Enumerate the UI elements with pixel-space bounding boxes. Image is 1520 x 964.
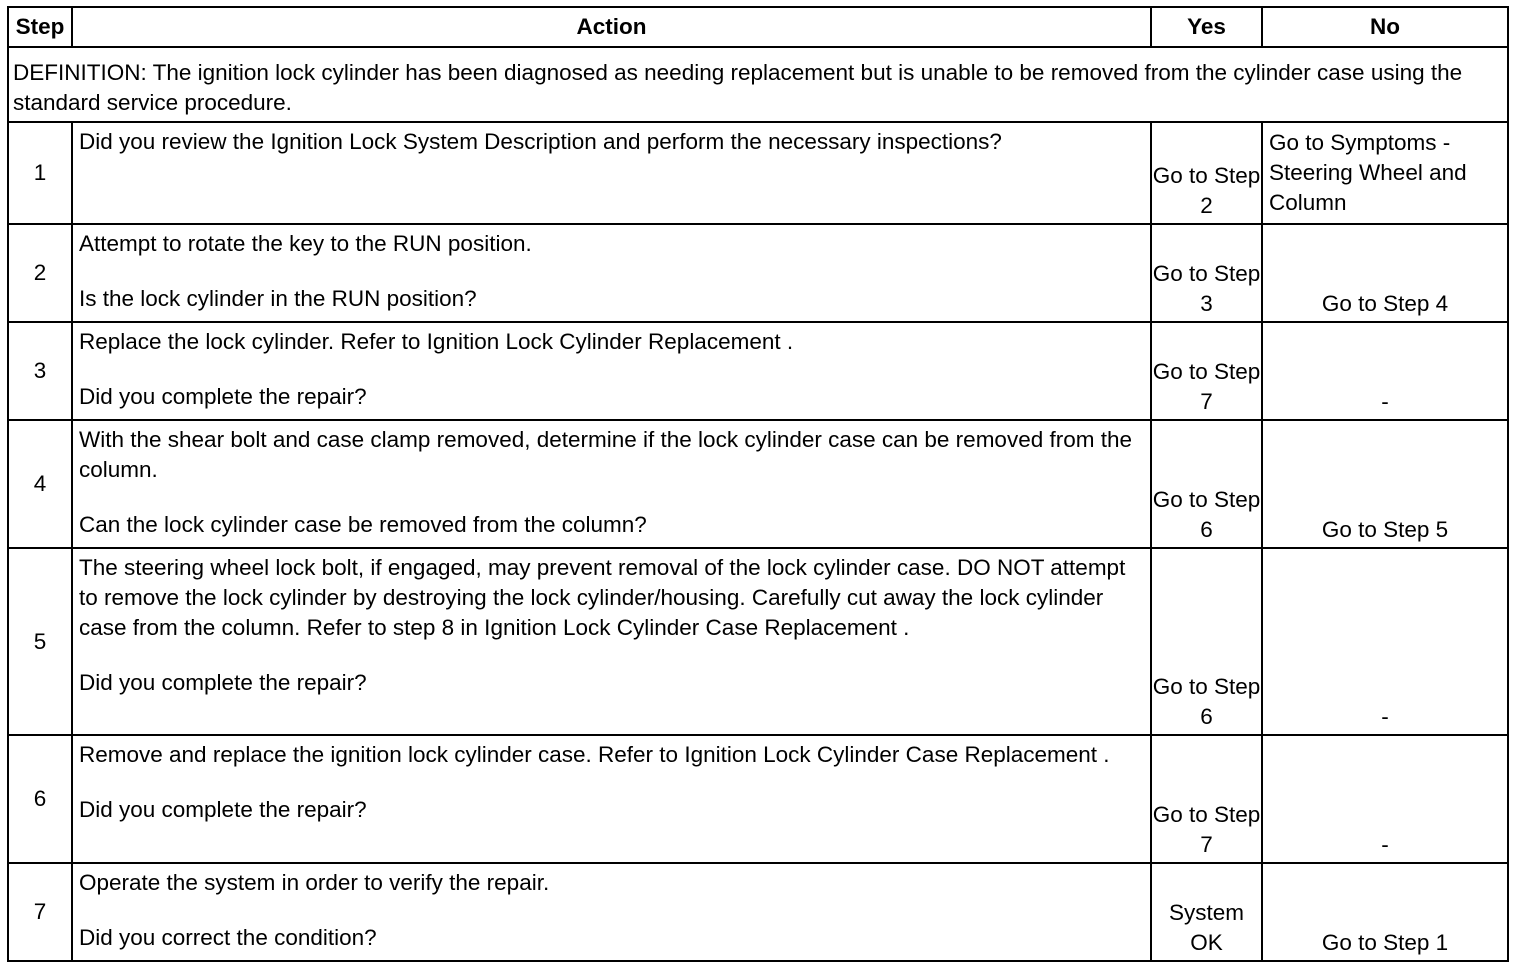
action-cell [72, 420, 1151, 548]
action-text: Remove and replace the ignition lock cylinder case. Refer to Ignition Lock Cylinder Case Replacement . [79, 742, 1110, 767]
action-cell [72, 548, 1151, 735]
action-text: Attempt to rotate the key to the RUN position. [79, 231, 532, 256]
step-number: 5 [8, 548, 72, 735]
action-text: With the shear bolt and case clamp removed, determine if the lock cylinder case can be removed from the column. [79, 427, 1133, 482]
yes-result: Go to Step 3 [1151, 224, 1262, 322]
yes-result: Go to Step 6 [1151, 548, 1262, 735]
action-question: Did you complete the repair? [79, 670, 367, 695]
no-result: - [1262, 548, 1508, 735]
action-text: Replace the lock cylinder. Refer to Ignition Lock Cylinder Replacement . [79, 329, 794, 354]
table-row [8, 224, 1508, 322]
action-cell [72, 863, 1151, 961]
table-row [8, 420, 1508, 548]
no-result: Go to Step 5 [1262, 420, 1508, 548]
action-cell [72, 322, 1151, 420]
action-text: Did you review the Ignition Lock System Description and perform the necessary inspections? [79, 129, 1002, 154]
table-row [8, 735, 1508, 863]
no-result: Go to Step 4 [1262, 224, 1508, 322]
step-number: 7 [8, 863, 72, 961]
step-number: 2 [8, 224, 72, 322]
no-result: Go to Step 1 [1262, 863, 1508, 961]
action-question: Is the lock cylinder in the RUN position? [79, 286, 477, 311]
action-cell [72, 735, 1151, 863]
step-number: 3 [8, 322, 72, 420]
definition-text: DEFINITION: The ignition lock cylinder has been diagnosed as needing replacement but is unable to be removed from the cylinder case using the standard service procedure. [8, 47, 1508, 122]
table-row [8, 322, 1508, 420]
no-result: - [1262, 322, 1508, 420]
action-cell [72, 122, 1151, 224]
action-text: Operate the system in order to verify the repair. [79, 870, 550, 895]
table-row [8, 122, 1508, 224]
yes-result: Go to Step 2 [1151, 122, 1262, 224]
yes-result: Go to Step 7 [1151, 735, 1262, 863]
step-number: 1 [8, 122, 72, 224]
step-number: 6 [8, 735, 72, 863]
step-number: 4 [8, 420, 72, 548]
action-question: Did you complete the repair? [79, 797, 367, 822]
no-result: Go to Symptoms - Steering Wheel and Column [1262, 122, 1508, 224]
definition-row [8, 47, 1508, 122]
header-action: Action [72, 7, 1151, 47]
header-no: No [1262, 7, 1508, 47]
header-row [8, 7, 1508, 47]
action-question: Can the lock cylinder case be removed from the column? [79, 512, 647, 537]
yes-result: System OK [1151, 863, 1262, 961]
no-result: - [1262, 735, 1508, 863]
action-question: Did you correct the condition? [79, 925, 377, 950]
yes-result: Go to Step 6 [1151, 420, 1262, 548]
yes-result: Go to Step 7 [1151, 322, 1262, 420]
header-step: Step [8, 7, 72, 47]
table-row [8, 548, 1508, 735]
action-text: The steering wheel lock bolt, if engaged, may prevent removal of the lock cylinder case. DO NOT attempt to remove the lock cylinder by destroying the lock cylinder/housing. Carefully cut away the lock cylinder case from the column. Refer to step 8 in Ignition Lock Cylinder Case Replacement . [79, 555, 1126, 640]
action-cell [72, 224, 1151, 322]
action-question: Did you complete the repair? [79, 384, 367, 409]
header-yes: Yes [1151, 7, 1262, 47]
diagnostic-table [7, 6, 1509, 962]
table-row [8, 863, 1508, 961]
